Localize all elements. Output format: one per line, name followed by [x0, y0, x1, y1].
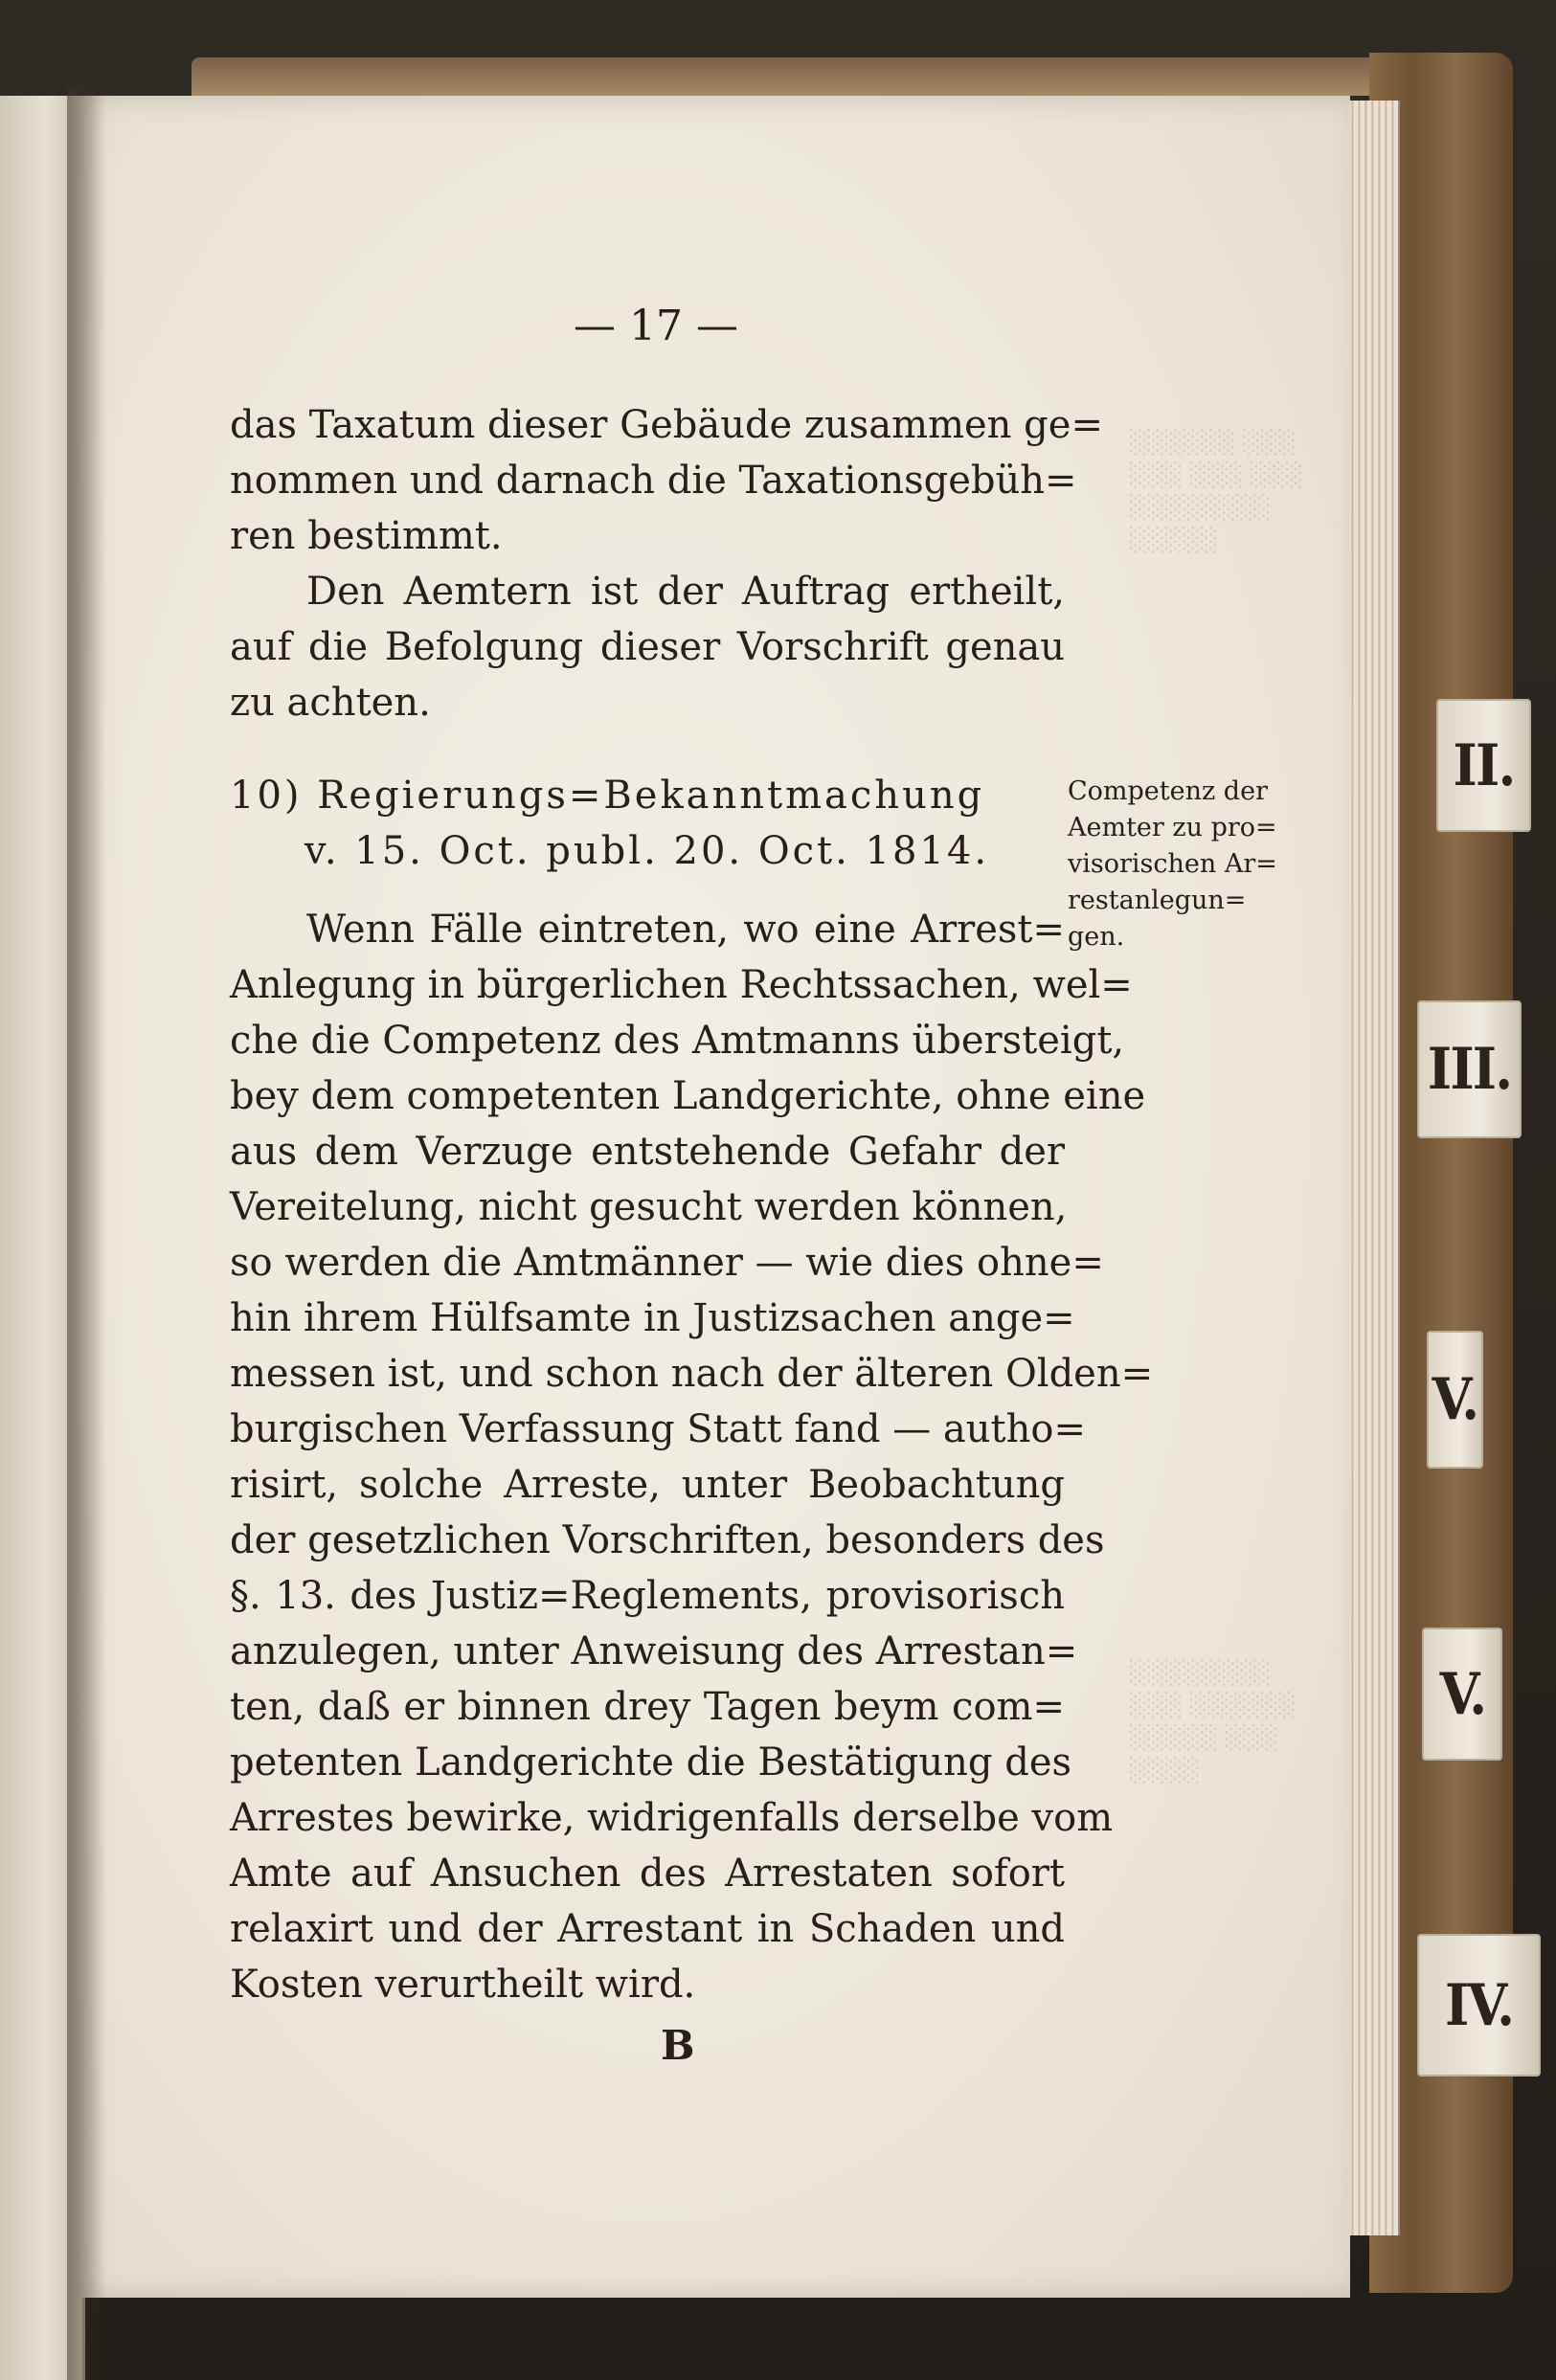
text-line: auf die Befolgung dieser Vorschrift genau — [230, 625, 1065, 669]
index-tab-4[interactable] — [1417, 1934, 1541, 2077]
text-line: Vereitelung, nicht gesucht werden können, — [230, 1185, 1068, 1229]
index-tab-label: IV. — [1444, 1971, 1514, 2039]
margin-note-line: visorischen Ar= — [1068, 849, 1277, 879]
index-tab-label: V. — [1439, 1660, 1485, 1728]
text-line: relaxirt und der Arrestant in Schaden und — [230, 1907, 1065, 1951]
margin-note-line: restanlegun= — [1068, 886, 1247, 915]
text-line: nommen und darnach die Taxationsgebüh= — [230, 459, 1077, 503]
margin-note-line: Competenz der — [1068, 776, 1268, 806]
text-line: bey dem competenten Landgerichte, ohne eine — [230, 1074, 1146, 1118]
signature-mark: B — [661, 2022, 695, 2069]
index-tab-label: II. — [1453, 731, 1515, 799]
text-line: Anlegung in bürgerlichen Rechtssachen, wel= — [230, 963, 1133, 1007]
text-line: §. 13. des Justiz=Reglements, provisorisch — [230, 1574, 1065, 1618]
text-line: burgischen Verfassung Statt fand — autho= — [230, 1407, 1086, 1451]
index-tab-3[interactable] — [1417, 1000, 1522, 1138]
text-line: ren bestimmt. — [230, 514, 503, 558]
margin-note — [1068, 774, 1277, 955]
index-tab-5a[interactable] — [1427, 1331, 1483, 1469]
margin-note-line: gen. — [1068, 922, 1125, 952]
text-line: risirt, solche Arreste, unter Beobachtung — [230, 1463, 1065, 1507]
gutter-shadow — [67, 86, 105, 2380]
text-line: Kosten verurtheilt wird. — [230, 1963, 696, 2007]
bleed-through-text: ░░░░░░ ░░░ ░░░ ░░░ ░░░ ░░░░░░░░ ░░░░░ — [1130, 429, 1304, 553]
text-line: che die Competenz des Amtmanns übersteigt, — [230, 1019, 1125, 1063]
page-number: — 17 — — [574, 302, 738, 350]
text-line: messen ist, und schon nach der älteren Olden= — [230, 1352, 1154, 1396]
text-line: Wenn Fälle eintreten, wo eine Arrest= — [306, 908, 1065, 952]
index-tab-2[interactable] — [1436, 699, 1531, 832]
margin-note-line: Aemter zu pro= — [1068, 813, 1277, 842]
index-tab-label: III. — [1427, 1036, 1512, 1103]
text-line: petenten Landgerichte die Bestätigung des — [230, 1740, 1072, 1785]
section-date: v. 15. Oct. publ. 20. Oct. 1814. — [304, 829, 990, 873]
text-line: Amte auf Ansuchen des Arrestaten sofort — [230, 1852, 1065, 1896]
text-line: so werden die Amtmänner — wie dies ohne= — [230, 1241, 1104, 1285]
text-line: anzulegen, unter Anweisung des Arrestan= — [230, 1629, 1078, 1673]
index-tab-5b[interactable] — [1422, 1628, 1502, 1761]
text-line: das Taxatum dieser Gebäude zusammen ge= — [230, 403, 1103, 447]
text-line: zu achten. — [230, 681, 431, 725]
section-heading: 10) Regierungs=Bekanntmachung — [230, 774, 985, 818]
bleed-through-text-lower: ░░░░░░░░ ░░░ ░░░░░░ ░░░░░ ░░░ ░░░░ — [1130, 1659, 1297, 1784]
text-line: Den Aemtern ist der Auftrag ertheilt, — [306, 570, 1065, 614]
index-tab-label: V. — [1432, 1366, 1478, 1433]
text-line: hin ihrem Hülfsamte in Justizsachen ange= — [230, 1296, 1075, 1340]
text-line: der gesetzlichen Vorschriften, besonders des — [230, 1518, 1105, 1562]
text-line: aus dem Verzuge entstehende Gefahr der — [230, 1130, 1065, 1174]
text-line: ten, daß er binnen drey Tagen beym com= — [230, 1685, 1065, 1729]
book-cover-top — [192, 57, 1475, 96]
text-line: Arrestes bewirke, widrigenfalls derselbe vom — [230, 1796, 1114, 1840]
